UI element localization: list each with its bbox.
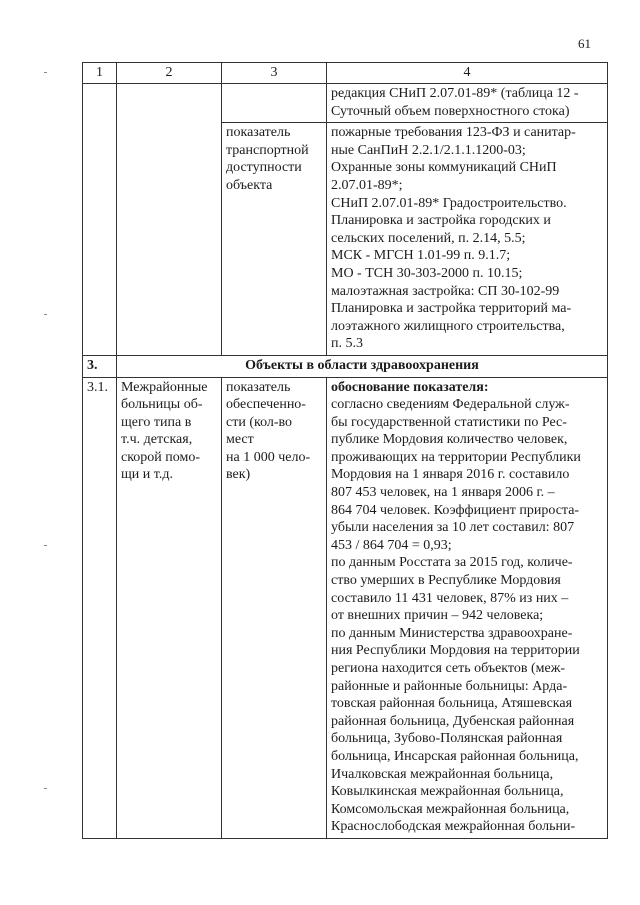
table-header-row: [83, 63, 608, 84]
header-cell: 2: [117, 63, 222, 84]
justification-title: обоснование показателя:: [331, 379, 489, 395]
page-number: 61: [578, 36, 591, 51]
cell-indicator: показатель транспортной доступности объекта: [222, 123, 327, 356]
cell-indicator: показатель обеспеченно- сти (кол-во мест на 1 000 чело- век): [222, 377, 327, 838]
cell-empty: [222, 84, 327, 123]
row-number: 3.1.: [83, 377, 117, 838]
cell-justification: обоснование показателя: согласно сведениям Федеральной служ- бы государственной статистики по Рес- публике Мордовия количество человек, проживающих на территории Республики Мордовия на 1 января 2016 г. составило 807 453 человек, на 1 января 2006 г. – 864 704 человек. Коэффициент прироста- убыли населения за 10 лет составил: 807 453 / 864 704 = 0,93; по данным Росстата за 2015 год, количе- ство умерших в Республике Мордовия составило 11 431 человек, 87% из них – от внешних причин – 942 человека; по данным Министерства здравоохране- ния Республики Мордовия на территории региона находится сеть объектов (меж- районные и районные больницы: Арда- товская районная больница, Атяшевская районная больница, Дубенская районная больница, Зубово-Полянская районная больница, Инсарская районная больница, Ичалковская межрайонная больница, Ковылкинская межрайонная больница, Комсомольская межрайонная больница, Краснослободская межрайонная больни-: [327, 377, 608, 838]
section-title: Объекты в области здравоохранения: [117, 355, 608, 377]
norms-table: [82, 62, 608, 839]
header-cell: 1: [83, 63, 117, 84]
margin-mark: [44, 788, 47, 789]
cell-object: Межрайонные больницы об- щего типа в т.ч. детская, скорой помо- щи и т.д.: [117, 377, 222, 838]
table-row: [83, 377, 608, 838]
header-cell: 4: [327, 63, 608, 84]
cell-norms: пожарные требования 123-ФЗ и санитар- ные СанПиН 2.2.1/2.1.1.1200-03; Охранные зоны коммуникаций СНиП 2.07.01-89*; СНиП 2.07.01-89* Градостроительство. Планировка и застройка городских и сельских поселений, п. 2.14, 5.5; МСК - МГСН 1.01-99 п. 9.1.7; МО - ТСН 30-303-2000 п. 10.15; малоэтажная застройка: СП 30-102-99 Планировка и застройка территорий ма- лоэтажного жилищного строительства, п. 5.3: [327, 123, 608, 356]
section-number: 3.: [83, 355, 117, 377]
header-cell: 3: [222, 63, 327, 84]
section-row: [83, 355, 608, 377]
margin-mark: [44, 72, 47, 73]
cell-norms-continued: редакция СНиП 2.07.01-89* (таблица 12 - Суточный объем поверхностного стока): [327, 84, 608, 123]
table-row: [83, 84, 608, 123]
margin-mark: [44, 314, 47, 315]
cell-empty: [117, 84, 222, 356]
cell-empty: [83, 84, 117, 356]
margin-mark: [44, 545, 47, 546]
